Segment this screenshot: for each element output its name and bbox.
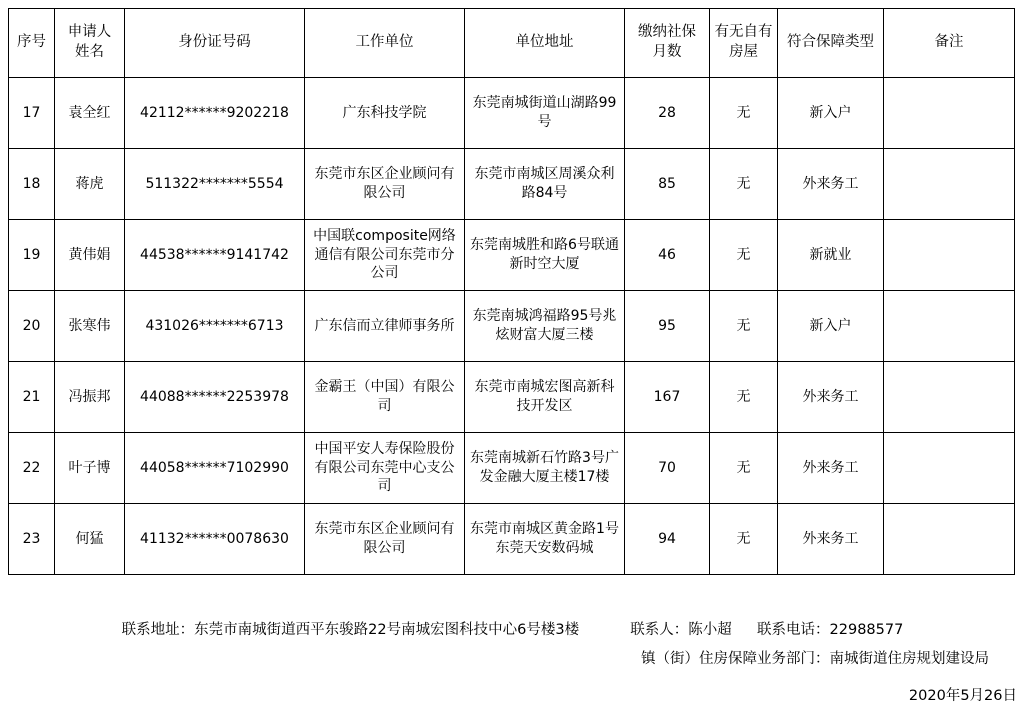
cell-house: 无 [710, 78, 778, 149]
cell-house: 无 [710, 149, 778, 220]
document-page [0, 8, 1025, 712]
cell-type: 外来务工 [778, 149, 884, 220]
cell-remark [884, 220, 1015, 291]
cell-type: 新就业 [778, 220, 884, 291]
cell-type: 外来务工 [778, 504, 884, 575]
cell-house: 无 [710, 504, 778, 575]
cell-seq: 17 [9, 78, 55, 149]
cell-id: 41132******0078630 [125, 504, 305, 575]
header-type: 符合保障类型 [778, 9, 884, 78]
header-name-line1: 申请人 [67, 24, 112, 41]
footer-contact-person: 联系人：陈小超 [630, 622, 732, 638]
cell-name: 蒋虎 [55, 149, 125, 220]
cell-months: 95 [625, 291, 710, 362]
cell-remark [884, 78, 1015, 149]
cell-name: 叶子博 [55, 433, 125, 504]
cell-addr: 东莞市南城宏图高新科技开发区 [465, 362, 625, 433]
cell-house: 无 [710, 433, 778, 504]
cell-name: 何猛 [55, 504, 125, 575]
header-house-line1: 有无自有 [714, 24, 773, 41]
cell-remark [884, 362, 1015, 433]
table-row [9, 78, 1015, 149]
cell-org: 中国联composite网络通信有限公司东莞市分公司 [305, 220, 465, 291]
table-row [9, 149, 1015, 220]
cell-remark [884, 504, 1015, 575]
cell-id: 42112******9202218 [125, 78, 305, 149]
cell-seq: 23 [9, 504, 55, 575]
cell-addr: 东莞市南城区周溪众利路84号 [465, 149, 625, 220]
cell-months: 70 [625, 433, 710, 504]
cell-org: 中国平安人寿保险股份有限公司东莞中心支公司 [305, 433, 465, 504]
applicants-table [8, 8, 1015, 575]
cell-type: 新入户 [778, 78, 884, 149]
footer-contact-phone: 联系电话：22988577 [757, 622, 904, 638]
cell-org: 广东科技学院 [305, 78, 465, 149]
cell-org: 广东信而立律师事务所 [305, 291, 465, 362]
footer-department: 镇（街）住房保障业务部门：南城街道住房规划建设局 [641, 651, 989, 667]
table-header-row [9, 9, 1015, 78]
cell-org: 东莞市东区企业顾问有限公司 [305, 504, 465, 575]
cell-id: 511322*******5554 [125, 149, 305, 220]
header-house-line2: 房屋 [729, 44, 758, 60]
cell-id: 44088******2253978 [125, 362, 305, 433]
footer-date: 2020年5月26日 [908, 688, 1017, 704]
header-addr: 单位地址 [465, 9, 625, 78]
cell-seq: 20 [9, 291, 55, 362]
cell-remark [884, 291, 1015, 362]
footer-contact-line [0, 618, 1025, 639]
cell-seq: 19 [9, 220, 55, 291]
cell-id: 44538******9141742 [125, 220, 305, 291]
cell-org: 东莞市东区企业顾问有限公司 [305, 149, 465, 220]
cell-type: 外来务工 [778, 362, 884, 433]
footer-block [0, 618, 1025, 705]
cell-addr: 东莞南城街道山湖路99号 [465, 78, 625, 149]
cell-house: 无 [710, 291, 778, 362]
table-row [9, 362, 1015, 433]
cell-house: 无 [710, 362, 778, 433]
cell-remark [884, 433, 1015, 504]
table-row [9, 220, 1015, 291]
cell-type: 外来务工 [778, 433, 884, 504]
cell-addr: 东莞南城胜和路6号联通新时空大厦 [465, 220, 625, 291]
cell-name: 冯振邦 [55, 362, 125, 433]
cell-name: 袁全红 [55, 78, 125, 149]
header-org: 工作单位 [305, 9, 465, 78]
cell-remark [884, 149, 1015, 220]
cell-type: 新入户 [778, 291, 884, 362]
cell-months: 28 [625, 78, 710, 149]
cell-id: 44058******7102990 [125, 433, 305, 504]
cell-addr: 东莞市南城区黄金路1号东莞天安数码城 [465, 504, 625, 575]
cell-name: 黄伟娟 [55, 220, 125, 291]
cell-seq: 22 [9, 433, 55, 504]
header-remark: 备注 [884, 9, 1015, 78]
cell-seq: 21 [9, 362, 55, 433]
footer-contact-address: 联系地址：东莞市南城街道西平东骏路22号南城宏图科技中心6号楼3楼 [121, 622, 580, 638]
cell-org: 金霸王（中国）有限公司 [305, 362, 465, 433]
cell-addr: 东莞南城新石竹路3号广发金融大厦主楼17楼 [465, 433, 625, 504]
cell-id: 431026*******6713 [125, 291, 305, 362]
header-name-line2: 姓名 [75, 44, 104, 60]
cell-seq: 18 [9, 149, 55, 220]
cell-addr: 东莞南城鸿福路95号兆炫财富大厦三楼 [465, 291, 625, 362]
header-seq: 序号 [9, 9, 55, 78]
header-house [710, 9, 778, 78]
header-months-line1: 缴纳社保 [638, 24, 696, 41]
header-months [625, 9, 710, 78]
header-months-line2: 月数 [652, 44, 682, 60]
cell-name: 张寒伟 [55, 291, 125, 362]
table-row [9, 433, 1015, 504]
cell-months: 94 [625, 504, 710, 575]
cell-months: 167 [625, 362, 710, 433]
table-row [9, 291, 1015, 362]
cell-months: 46 [625, 220, 710, 291]
cell-house: 无 [710, 220, 778, 291]
header-id: 身份证号码 [125, 9, 305, 78]
header-name [55, 9, 125, 78]
table-row [9, 504, 1015, 575]
cell-months: 85 [625, 149, 710, 220]
